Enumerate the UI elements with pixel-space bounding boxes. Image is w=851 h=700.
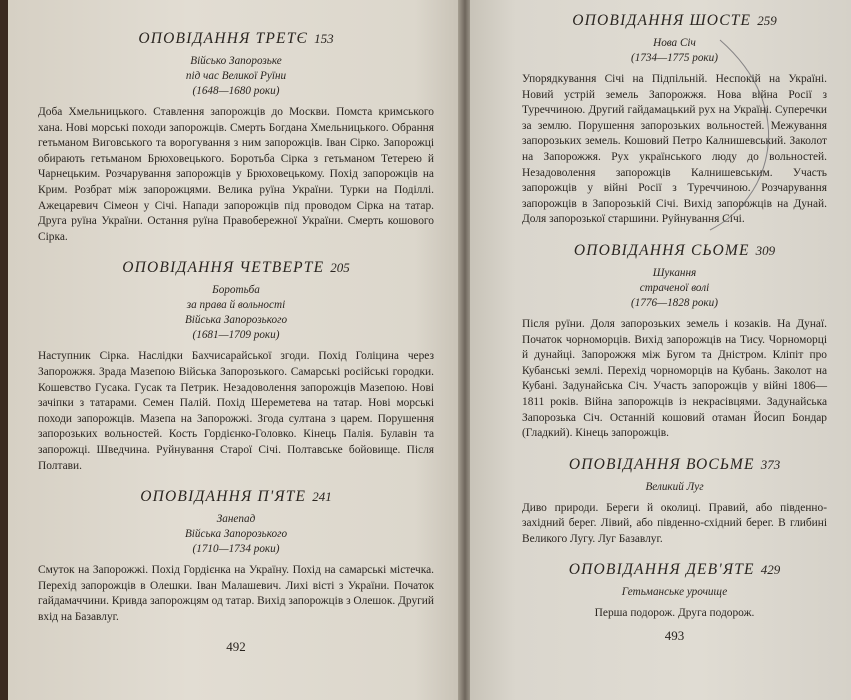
section-title <box>38 30 434 48</box>
subtitle-line: Війська Запорозького <box>184 528 288 541</box>
section-subtitle <box>522 585 827 600</box>
section-six <box>522 12 827 228</box>
section-three <box>38 30 434 245</box>
section-subtitle <box>522 36 827 66</box>
section-subtitle <box>38 283 434 343</box>
section-body: Наступник Сірка. Наслідки Бахчисарайської згоди. Похід Голіцина через Запорожжя. Зрада Мазепою Війська Запорозького. Самарські російські городки. Кошевство Гусака. Гусак та Петрик. Незадоволення запорожців Мазепою. Нові зачіпки з татарами. Семен Палій. Похід Шереметева на татар. Нові морські походи запорожців. Мазепа на Запорожжі. Згода султана з царем. Порушення запорозьких вольностей. Кость Гордієнко-Головко. Кінець Палія. Булавін та запорожці. Шведчина. Руйнування Старої Січі. Полтавське бойовище. Після Полтави. <box>38 350 434 472</box>
section-page-number: 153 <box>314 31 334 46</box>
section-title-text: ОПОВІДАННЯ П'ЯТЕ <box>140 488 307 506</box>
subtitle-line: Нова Січ <box>653 37 696 49</box>
section-title <box>522 456 827 474</box>
section-page-number: 241 <box>312 489 332 505</box>
page-number: 493 <box>664 628 685 644</box>
subtitle-line: (1734—1775 роки) <box>631 52 718 64</box>
section-body: Диво природи. Береги й околиці. Правий, або південно-західний берег. Лівий, або південно-східний берег. В глибині Великого Лугу. Луг Базавлуг. <box>522 501 827 545</box>
subtitle-line: Занепад <box>216 513 256 526</box>
subtitle-line: Гетьманське урочище <box>621 586 728 599</box>
section-seven <box>522 242 827 442</box>
left-page <box>8 0 460 700</box>
page-number: 492 <box>226 639 246 655</box>
section-title <box>522 242 827 260</box>
section-title <box>522 12 827 30</box>
section-four <box>38 259 434 474</box>
section-body: Смуток на Запорожжі. Похід Гордієнка на Україну. Похід на самарські містечка. Перехід запорожців в Олешки. Іван Малашевич. Лихі вісті з України. Початок гайдамаччини. Кривда запорожцям од татар. Вихід запорожців з Олешок. Другий вхід на Базавлуг. <box>38 564 434 623</box>
section-title-text: ОПОВІДАННЯ ТРЕТЄ <box>138 30 309 47</box>
section-title-text: ОПОВІДАННЯ ДЕВ'ЯТЕ <box>568 561 755 579</box>
section-body: Після руїни. Доля запорозьких земель і козаків. На Дунаї. Початок чорноморців. Вихід запорожців на Тису. Чорноморці й дунайці. Запорожжя між Бугом та Дністром. Кліпіт про Кубанські землі. Перехід чорноморців на Кубань. Заколот на Кубані. Задунайська Січ. Участь запорожців у війні 1806—1811 років. Війна запорожців із некрасівцями. Задунайська Запорозька Січ. Останній кошовий отаман Йосип Бондар (Гладкий). Кінець запорожців. <box>522 317 827 440</box>
section-page-number: 205 <box>330 260 350 276</box>
subtitle-line: (1776—1828 роки) <box>631 296 718 309</box>
subtitle-line: (1681—1709 роки) <box>192 329 280 342</box>
section-title <box>522 561 827 579</box>
section-page-number: 309 <box>755 242 776 258</box>
section-title-text: ОПОВІДАННЯ ШОСТЕ <box>572 12 752 29</box>
section-page-number: 259 <box>757 13 777 28</box>
section-subtitle <box>522 266 827 311</box>
section-nine <box>522 561 827 622</box>
section-title-text: ОПОВІДАННЯ СЬОМЕ <box>573 241 750 259</box>
subtitle-line: (1648—1680 роки) <box>192 85 280 97</box>
subtitle-line: Шукання <box>652 266 697 279</box>
subtitle-line: страченої волі <box>639 281 710 294</box>
section-title-text: ОПОВІДАННЯ ВОСЬМЕ <box>568 455 755 473</box>
section-five <box>38 488 434 625</box>
right-page <box>470 0 851 700</box>
section-title <box>38 488 434 506</box>
subtitle-line: Боротьба <box>212 284 260 297</box>
subtitle-line: Війська Запорозького <box>184 314 288 327</box>
subtitle-line: під час Великої Руїни <box>185 70 287 82</box>
section-title-text: ОПОВІДАННЯ ЧЕТВЕРТЕ <box>122 259 325 277</box>
subtitle-line: Великий Луг <box>645 480 704 493</box>
section-eight <box>522 456 827 548</box>
section-page-number: 373 <box>760 456 781 472</box>
section-subtitle <box>38 54 434 99</box>
section-subtitle <box>522 480 827 495</box>
subtitle-line: за права й вольності <box>186 299 286 312</box>
section-body: Перша подорож. Друга подорож. <box>594 607 755 620</box>
section-body: Доба Хмельницького. Ставлення запорожців до Москви. Помста кримського хана. Нові морські походи запорожців. Смерть Богдана Хмельницького. Обрання гетьманом Виговського та ворогування з ним запорожців. Іван Сірко. Запорожці обирають гетьманом Брюховецького. Боротьба Сірка з гетьманом Тетерею й Чарнецьким. Розчарування запорожців у Брюховецькому. Похід запорожців на Крим. Розбрат між запорожцями. Велика руїна України. Турки на Поділлі. Ажецаревич Сімеон у Січі. Напади запорожців під проводом Сірка на татар. Друга руїна України. Остання руїна Правобережної України. Смерть кошового Сірка. <box>38 106 434 243</box>
subtitle-line: (1710—1734 роки) <box>192 543 280 556</box>
section-page-number: 429 <box>760 562 781 578</box>
section-title <box>38 259 434 277</box>
section-subtitle <box>38 512 434 557</box>
subtitle-line: Військо Запорозьке <box>190 55 282 67</box>
section-body: Упорядкування Січі на Підпільній. Неспокій на Україні. Новий устрій земель Запорожжя. Нова війна Росії з Туреччиною. Другий гайдамацький рух на Україні. Суперечки за землю. Порушення запорозьких вольностей. Межування запорозьких земель. Кошовий Петро Калнишевський. Заколот на Запорожжя. Рух українського люду до вольностей. Незадоволення запорожців Калнишевським. Участь запорожців у війні Росії з Туреччиною. Розчарування запорожців в Запорозькій Січі. Вихід запорожців на Дунай. Доля запорозької старшини. Руйнування Січі. <box>522 73 827 226</box>
